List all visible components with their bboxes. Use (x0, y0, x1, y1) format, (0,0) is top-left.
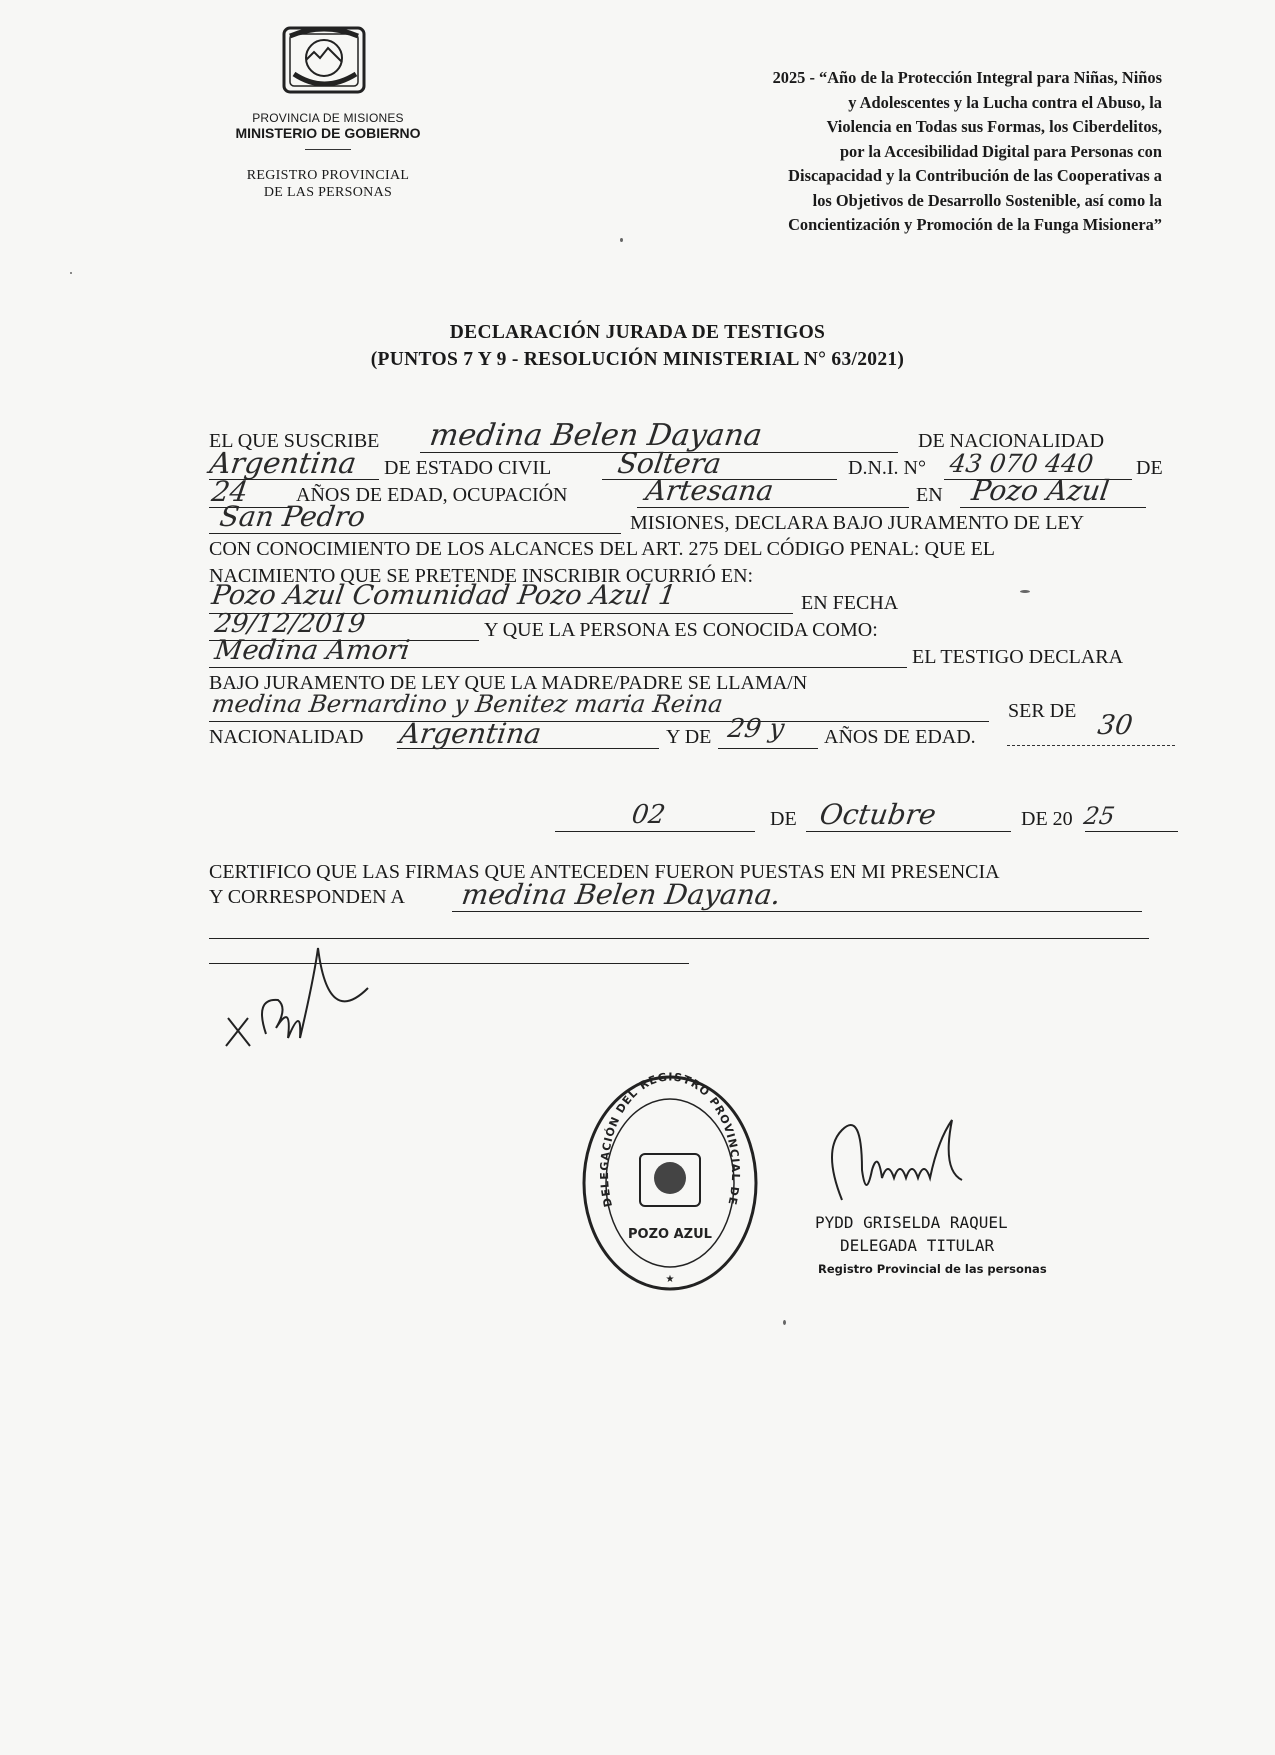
field-line (1085, 831, 1178, 832)
scan-speck (783, 1320, 786, 1325)
field-line (718, 748, 818, 749)
value-nacionalidad-padres: Argentina (397, 717, 544, 750)
label-corresponden: Y CORRESPONDEN A (209, 886, 405, 908)
official-stamp (580, 1072, 760, 1294)
registro-line1: REGISTRO PROVINCIAL (246, 168, 410, 183)
label-en: EN (916, 484, 943, 506)
svg-text:DELEGACIÓN DEL REGISTRO PROVIN: DELEGACIÓN DEL REGISTRO PROVINCIAL DE (597, 1072, 743, 1209)
label-conocimiento: CON CONOCIMIENTO DE LOS ALCANCES DEL ART. 275 DEL CÓDIGO PENAL: QUE EL (209, 538, 995, 560)
motto-line: por la Accesibilidad Digital para Personas con (839, 141, 1162, 161)
label-nacimiento: NACIMIENTO QUE SE PRETENDE INSCRIBIR OCURRIÓ EN: (209, 565, 754, 587)
label-misiones-declara: MISIONES, DECLARA BAJO JURAMENTO DE LEY (630, 512, 1085, 534)
motto-line: Concientización y Promoción de la Funga Misionera” (788, 215, 1162, 234)
value-lugar-nacimiento: Pozo Azul Comunidad Pozo Azul 1 (209, 580, 678, 611)
field-line (555, 831, 755, 832)
registro-line2: DE LAS PERSONAS (263, 185, 393, 200)
value-anio: 25 (1082, 802, 1117, 830)
label-anos-ocupacion: AÑOS DE EDAD, OCUPACIÓN (296, 484, 568, 506)
motto-line: 2025 - “Año de la Protección Integral para Niñas, Niños (772, 68, 1162, 87)
year-motto (560, 66, 1162, 238)
field-line (209, 533, 621, 534)
ministerio-rule (305, 149, 351, 150)
value-nombre: medina Belen Dayana (427, 418, 765, 453)
label-de: DE (1136, 457, 1163, 479)
value-conocida-como: Medina Amori (212, 635, 412, 666)
ministerio-label: MINISTERIO DE GOBIERNO (235, 125, 421, 141)
value-corresponden: medina Belen Dayana. (459, 878, 783, 911)
value-mes: Octubre (817, 798, 939, 831)
value-padres: medina Bernardino y Benitez maria Reina (210, 690, 725, 718)
label-conocida-como: Y QUE LA PERSONA ES CONOCIDA COMO: (484, 619, 878, 641)
label-de-mes: DE (770, 808, 797, 830)
motto-line: Violencia en Todas sus Formas, los Ciberdelitos, (826, 117, 1162, 136)
label-suscribe: EL QUE SUSCRIBE (209, 430, 380, 452)
official-name: PYDD GRISELDA RAQUEL (815, 1213, 1008, 1232)
official-role: DELEGADA TITULAR (840, 1236, 995, 1255)
motto-line: Discapacidad y la Contribución de las Cooperativas a (788, 166, 1162, 185)
value-dni: 43 070 440 (947, 449, 1096, 478)
label-nacionalidad2: NACIONALIDAD (209, 726, 364, 748)
value-estado-civil: Soltera (615, 447, 724, 480)
label-certifico: CERTIFICO QUE LAS FIRMAS QUE ANTECEDEN FUERON PUESTAS EN MI PRESENCIA (209, 861, 1000, 883)
witness-signature (218, 938, 388, 1056)
label-dni: D.N.I. N° (848, 457, 926, 479)
value-ocupacion: Artesana (643, 474, 776, 507)
value-localidad1: Pozo Azul (969, 474, 1112, 507)
label-testigo-declara: EL TESTIGO DECLARA (912, 646, 1124, 668)
field-line (637, 507, 909, 508)
value-dia: 02 (629, 800, 668, 830)
document-title: DECLARACIÓN JURADA DE TESTIGOS (449, 322, 826, 343)
dash-fill (1007, 745, 1175, 746)
field-line (209, 721, 989, 722)
provincia-label: PROVINCIA DE MISIONES (252, 111, 404, 125)
scan-speck (1020, 590, 1030, 593)
scan-speck (70, 272, 72, 274)
label-estado-civil: DE ESTADO CIVIL (384, 457, 552, 479)
svg-text:★: ★ (665, 1274, 675, 1285)
label-de-anio: DE 20 (1021, 808, 1073, 830)
field-line (960, 507, 1146, 508)
official-registry: Registro Provincial de las personas (818, 1262, 1047, 1276)
label-ser-de: SER DE (1008, 700, 1077, 722)
value-edad-padres-2: 30 (1095, 710, 1135, 741)
label-en-fecha: EN FECHA (801, 592, 899, 614)
label-bajo-juramento: BAJO JURAMENTO DE LEY QUE LA MADRE/PADRE SE LLAMA/N (209, 672, 808, 694)
value-edad-padres: 29 y (725, 714, 787, 744)
motto-line: y Adolescentes y la Lucha contra el Abuso, la (848, 92, 1162, 112)
value-edad: 24 (209, 475, 250, 508)
value-localidad2: San Pedro (217, 500, 368, 533)
scan-speck (620, 238, 623, 242)
motto-line: los Objetivos de Desarrollo Sostenible, así como la (812, 190, 1162, 210)
field-line (452, 911, 1142, 912)
value-nacionalidad: Argentina (207, 446, 359, 480)
label-anos-edad: AÑOS DE EDAD. (824, 726, 976, 748)
label-y-de: Y DE (666, 726, 712, 748)
official-signature (822, 1110, 982, 1230)
field-line (806, 831, 1011, 832)
provincia-logo (270, 24, 382, 104)
document-subtitle: (PUNTOS 7 Y 9 - RESOLUCIÓN MINISTERIAL N° 63/2021) (370, 349, 905, 370)
label-nacionalidad: DE NACIONALIDAD (918, 430, 1105, 452)
value-fecha: 29/12/2019 (212, 609, 367, 639)
svg-text:POZO AZUL: POZO AZUL (628, 1227, 712, 1242)
field-line (209, 667, 907, 668)
